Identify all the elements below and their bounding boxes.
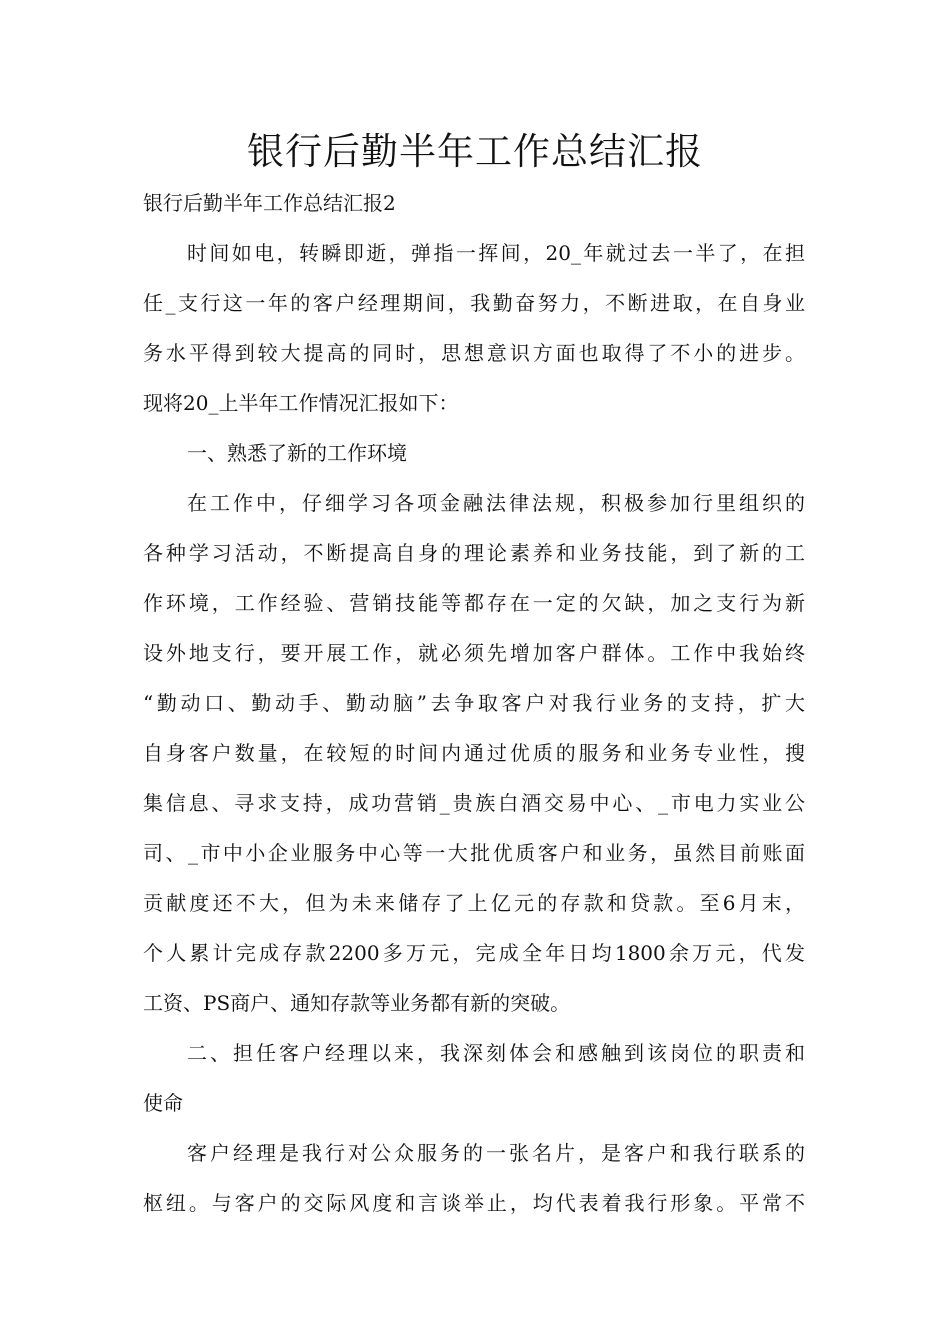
paragraph-1-line-4: 现将20_上半年工作情况汇报如下： [143,391,459,415]
paragraph-3-line-2: 枢纽。与客户的交际风度和言谈举止，均代表着我行形象。平常不 [143,1191,805,1215]
section-heading-2-line-1: 二、担任客户经理以来，我深刻体会和感触到该岗位的职责和 [187,1041,805,1065]
subtitle-line: 银行后勤半年工作总结汇报2 [143,191,396,215]
paragraph-1-line-1: 时间如电，转瞬即逝，弹指一挥间，20_年就过去一半了，在担 [187,241,805,265]
paragraph-2-line-6: 自身客户数量，在较短的时间内通过优质的服务和业务专业性，搜 [143,741,805,765]
paragraph-2-line-2: 各种学习活动，不断提高自身的理论素养和业务技能，到了新的工 [143,541,805,565]
section-heading-1: 一、熟悉了新的工作环境 [187,441,407,465]
paragraph-2-line-10: 个人累计完成存款2200多万元，完成全年日均1800余万元，代发 [143,941,805,965]
paragraph-2-line-5: “勤动口、勤动手、勤动脑”去争取客户对我行业务的支持，扩大 [143,691,805,715]
paragraph-2-line-1: 在工作中，仔细学习各项金融法律法规，积极参加行里组织的 [187,491,805,515]
paragraph-2-line-9: 贡献度还不大，但为未来储存了上亿元的存款和贷款。至6月末， [143,891,805,915]
document-title: 银行后勤半年工作总结汇报 [247,130,703,173]
paragraph-1-line-3: 务水平得到较大提高的同时，思想意识方面也取得了不小的进步。 [143,341,805,365]
paragraph-2-line-11: 工资、PS商户、通知存款等业务都有新的突破。 [143,991,571,1015]
paragraph-2-line-8: 司、_市中小企业服务中心等一大批优质客户和业务，虽然目前账面 [143,841,805,865]
paragraph-2-line-4: 设外地支行，要开展工作，就必须先增加客户群体。工作中我始终 [143,641,805,665]
paragraph-3-line-1: 客户经理是我行对公众服务的一张名片，是客户和我行联系的 [187,1141,805,1165]
section-heading-2-line-2: 使命 [143,1091,183,1115]
paragraph-2-line-3: 作环境，工作经验、营销技能等都存在一定的欠缺，加之支行为新 [143,591,805,615]
paragraph-1-line-2: 任_支行这一年的客户经理期间，我勤奋努力，不断进取，在自身业 [143,291,805,315]
paragraph-2-line-7: 集信息、寻求支持，成功营销_贵族白酒交易中心、_市电力实业公 [143,791,805,815]
document-body [143,178,805,1228]
